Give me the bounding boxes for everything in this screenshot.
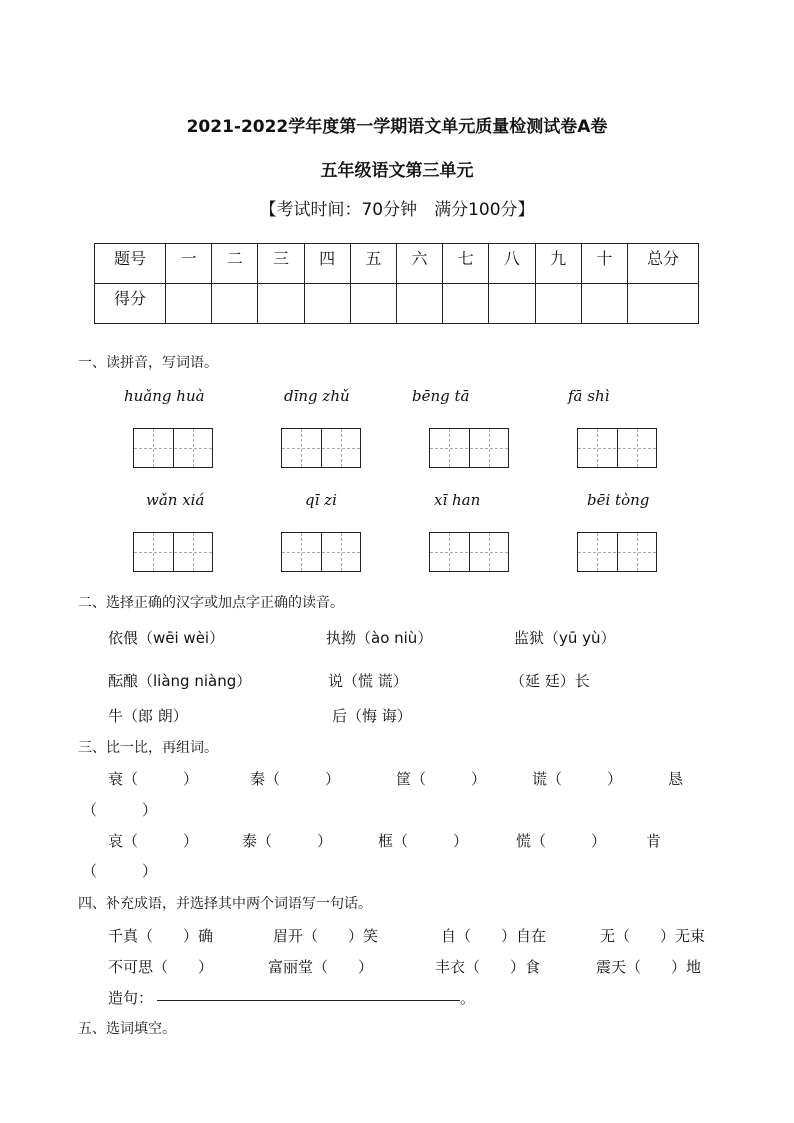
idiom-item: 自（ ）自在 xyxy=(441,927,547,945)
compare-item: 秦（ ） xyxy=(250,770,341,788)
idiom-item: 无（ ）无束 xyxy=(600,927,706,945)
choice-item: 说（慌 谎） xyxy=(328,672,408,690)
writing-grid[interactable] xyxy=(281,532,361,572)
compare-item: 泰（ ） xyxy=(242,832,333,850)
choice-item: （延 廷）长 xyxy=(510,672,590,690)
idiom-item: 千真（ ）确 xyxy=(108,927,214,945)
score-table xyxy=(94,243,699,324)
compare-item: 恳 xyxy=(668,770,684,788)
score-cell[interactable] xyxy=(350,284,396,324)
score-cell[interactable] xyxy=(489,284,535,324)
score-table-header: 总分 xyxy=(628,244,699,284)
choice-item: 执拗（ào niù） xyxy=(326,629,433,647)
writing-grid[interactable] xyxy=(133,532,213,572)
pinyin-label: wǎn xiá xyxy=(146,491,205,509)
score-cell[interactable] xyxy=(304,284,350,324)
score-cell[interactable] xyxy=(628,284,699,324)
pinyin-label: fā shì xyxy=(568,387,610,405)
pinyin-label: qī zi xyxy=(305,491,337,509)
compare-item: 慌（ ） xyxy=(516,832,607,850)
score-table-header: 九 xyxy=(535,244,581,284)
score-cell[interactable] xyxy=(166,284,212,324)
compare-item: 衰（ ） xyxy=(108,770,199,788)
score-table-header: 十 xyxy=(581,244,627,284)
exam-info: 【考试时间：70分钟 满分100分】 xyxy=(259,200,535,220)
idiom-item: 眉开（ ）笑 xyxy=(273,927,379,945)
idiom-item: 震天（ ）地 xyxy=(596,958,702,976)
score-table-header: 题号 xyxy=(95,244,166,284)
idiom-item: 丰衣（ ）食 xyxy=(435,958,541,976)
section4-heading: 四、补充成语，并选择其中两个词语写一句话。 xyxy=(78,896,372,912)
score-table-score-row xyxy=(95,284,699,324)
choice-item: 依偎（wēi wèi） xyxy=(108,629,225,647)
choice-item: 监狱（yū yù） xyxy=(514,629,616,647)
idiom-item: 富丽堂（ ） xyxy=(268,958,374,976)
score-cell[interactable] xyxy=(581,284,627,324)
pinyin-label: huǎng huà xyxy=(124,387,205,405)
exam-title: 2021-2022学年度第一学期语文单元质量检测试卷A卷 xyxy=(186,117,608,137)
compare-item: 哀（ ） xyxy=(108,832,199,850)
section1-heading: 一、读拼音，写词语。 xyxy=(78,355,218,371)
score-table-header: 七 xyxy=(443,244,489,284)
writing-grid[interactable] xyxy=(133,428,213,468)
choice-item: 酝酿（liàng niàng） xyxy=(108,672,252,690)
section3-heading: 三、比一比，再组词。 xyxy=(78,740,218,756)
compare-item-wrap: （ ） xyxy=(82,862,158,880)
compare-item: 肯 xyxy=(646,832,662,850)
sentence-end: 。 xyxy=(460,989,476,1007)
compare-item: 筐（ ） xyxy=(396,770,487,788)
compare-item-wrap: （ ） xyxy=(82,801,158,819)
score-cell[interactable] xyxy=(535,284,581,324)
writing-grid[interactable] xyxy=(429,532,509,572)
choice-item: 牛（郎 朗） xyxy=(108,707,188,725)
score-table-header: 五 xyxy=(350,244,396,284)
writing-grid[interactable] xyxy=(429,428,509,468)
score-cell[interactable] xyxy=(258,284,304,324)
section2-heading: 二、选择正确的汉字或加点字正确的读音。 xyxy=(78,595,344,611)
sentence-label: 造句： xyxy=(108,989,154,1007)
pinyin-label: xī han xyxy=(434,491,481,509)
writing-grid[interactable] xyxy=(577,428,657,468)
sentence-answer-line[interactable] xyxy=(157,1000,460,1001)
pinyin-label: dīng zhǔ xyxy=(284,387,350,405)
score-row-label: 得分 xyxy=(95,284,166,324)
section5-heading: 五、选词填空。 xyxy=(78,1021,176,1037)
score-table-header: 二 xyxy=(212,244,258,284)
score-table-header: 八 xyxy=(489,244,535,284)
score-table-header: 四 xyxy=(304,244,350,284)
score-table-header-row xyxy=(95,244,699,284)
score-table-header: 六 xyxy=(396,244,442,284)
idiom-item: 不可思（ ） xyxy=(108,958,214,976)
score-table-header: 一 xyxy=(166,244,212,284)
compare-item: 框（ ） xyxy=(378,832,469,850)
choice-item: 后（悔 诲） xyxy=(332,707,412,725)
pinyin-label: bēng tā xyxy=(412,387,470,405)
score-table-header: 三 xyxy=(258,244,304,284)
score-cell[interactable] xyxy=(396,284,442,324)
pinyin-label: bēi tòng xyxy=(587,491,650,509)
score-cell[interactable] xyxy=(443,284,489,324)
exam-subtitle: 五年级语文第三单元 xyxy=(320,161,474,181)
writing-grid[interactable] xyxy=(281,428,361,468)
score-cell[interactable] xyxy=(212,284,258,324)
writing-grid[interactable] xyxy=(577,532,657,572)
compare-item: 谎（ ） xyxy=(532,770,623,788)
